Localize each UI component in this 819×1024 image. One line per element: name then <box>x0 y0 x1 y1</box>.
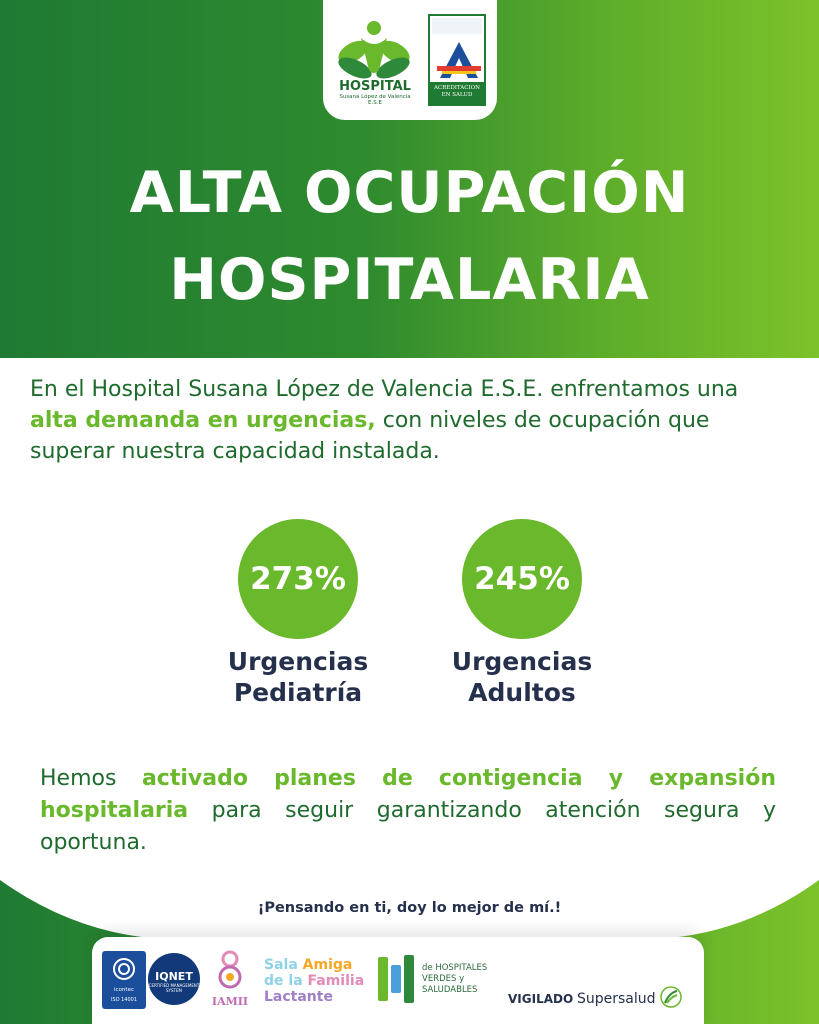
intro-highlight: alta demanda en urgencias, <box>30 408 376 433</box>
supersalud-label: Supersalud <box>577 991 656 1007</box>
stat-label-line2: Pediatría <box>233 678 363 707</box>
sala-word: Sala <box>264 957 298 973</box>
familia-word: Familia <box>307 973 365 989</box>
vigilado-label: VIGILADO <box>508 992 574 1006</box>
stat-label-line1: Urgencias <box>227 647 369 676</box>
hv-line1: de HOSPITALES <box>422 963 488 973</box>
mother-child-icon <box>210 947 250 995</box>
iqnet-label: IQNET <box>155 970 193 983</box>
hospital-subtitle: Susana López de Valencia <box>339 94 411 100</box>
intro-text-before: En el Hospital Susana López de Valencia E.S.E. enfrentamos una <box>30 377 739 402</box>
stat-circle-pediatria <box>238 519 358 639</box>
partner-logo-strip <box>92 937 704 1024</box>
stat-value: 245% <box>474 561 570 597</box>
closing-text-before: Hemos <box>40 766 142 791</box>
header-banner <box>0 0 819 358</box>
closing-highlight: activado planes de contigencia y expansión hospitalaria <box>40 766 776 823</box>
de-la-word: de la <box>264 973 303 989</box>
hospital-name: HOSPITAL <box>339 79 411 94</box>
closing-paragraph <box>40 763 776 859</box>
vigilado-supersalud <box>508 985 708 1009</box>
closing-text-after: para seguir garantizando atención segura y oportuna. <box>40 798 776 855</box>
stat-value: 273% <box>250 561 346 597</box>
hospital-suffix: E.S.E <box>368 100 382 106</box>
icontec-icon <box>102 951 146 985</box>
stat-label-line1: Urgencias <box>451 647 593 676</box>
icontec-label: icontec <box>114 987 134 993</box>
stat-label-pediatria <box>198 646 398 708</box>
ministry-strip <box>432 18 482 34</box>
amiga-word: Amiga <box>302 957 353 973</box>
page-title-line2: HOSPITALARIA <box>169 247 650 313</box>
iqnet-sublabel: CERTIFIED MANAGEMENT SYSTEM <box>148 983 200 993</box>
logo-box <box>323 0 497 120</box>
accreditation-badge <box>428 14 486 106</box>
hv-line3: SALUDABLES <box>422 985 478 995</box>
iso-label: ISO 14001 <box>110 997 138 1003</box>
stat-label-adultos <box>422 646 622 708</box>
hospitales-verdes-label <box>422 963 512 996</box>
stat-label-line2: Adultos <box>468 678 576 707</box>
intro-text-after: con niveles de ocupación que superar nuestra capacidad instalada. <box>30 408 710 464</box>
tagline: ¡Pensando en ti, doy lo mejor de mí.! <box>257 900 562 916</box>
sala-amiga-logo <box>264 957 368 1005</box>
hospitales-verdes-icon <box>376 951 416 1007</box>
icontec-logo <box>102 951 146 1009</box>
stat-circle-adultos <box>462 519 582 639</box>
supersalud-leaf-icon <box>659 985 683 1009</box>
page-title-line1: ALTA OCUPACIÓN <box>129 160 690 226</box>
accreditation-label: ACREDITACION EN SALUD <box>430 82 484 104</box>
intro-paragraph <box>30 374 790 467</box>
iqnet-logo <box>148 953 200 1005</box>
iamii-label: IAMII <box>211 995 249 1008</box>
lactante-word: Lactante <box>264 989 333 1005</box>
accreditation-a-icon <box>434 40 484 80</box>
iamii-logo <box>210 947 250 1017</box>
hv-line2: VERDES y <box>422 974 465 984</box>
